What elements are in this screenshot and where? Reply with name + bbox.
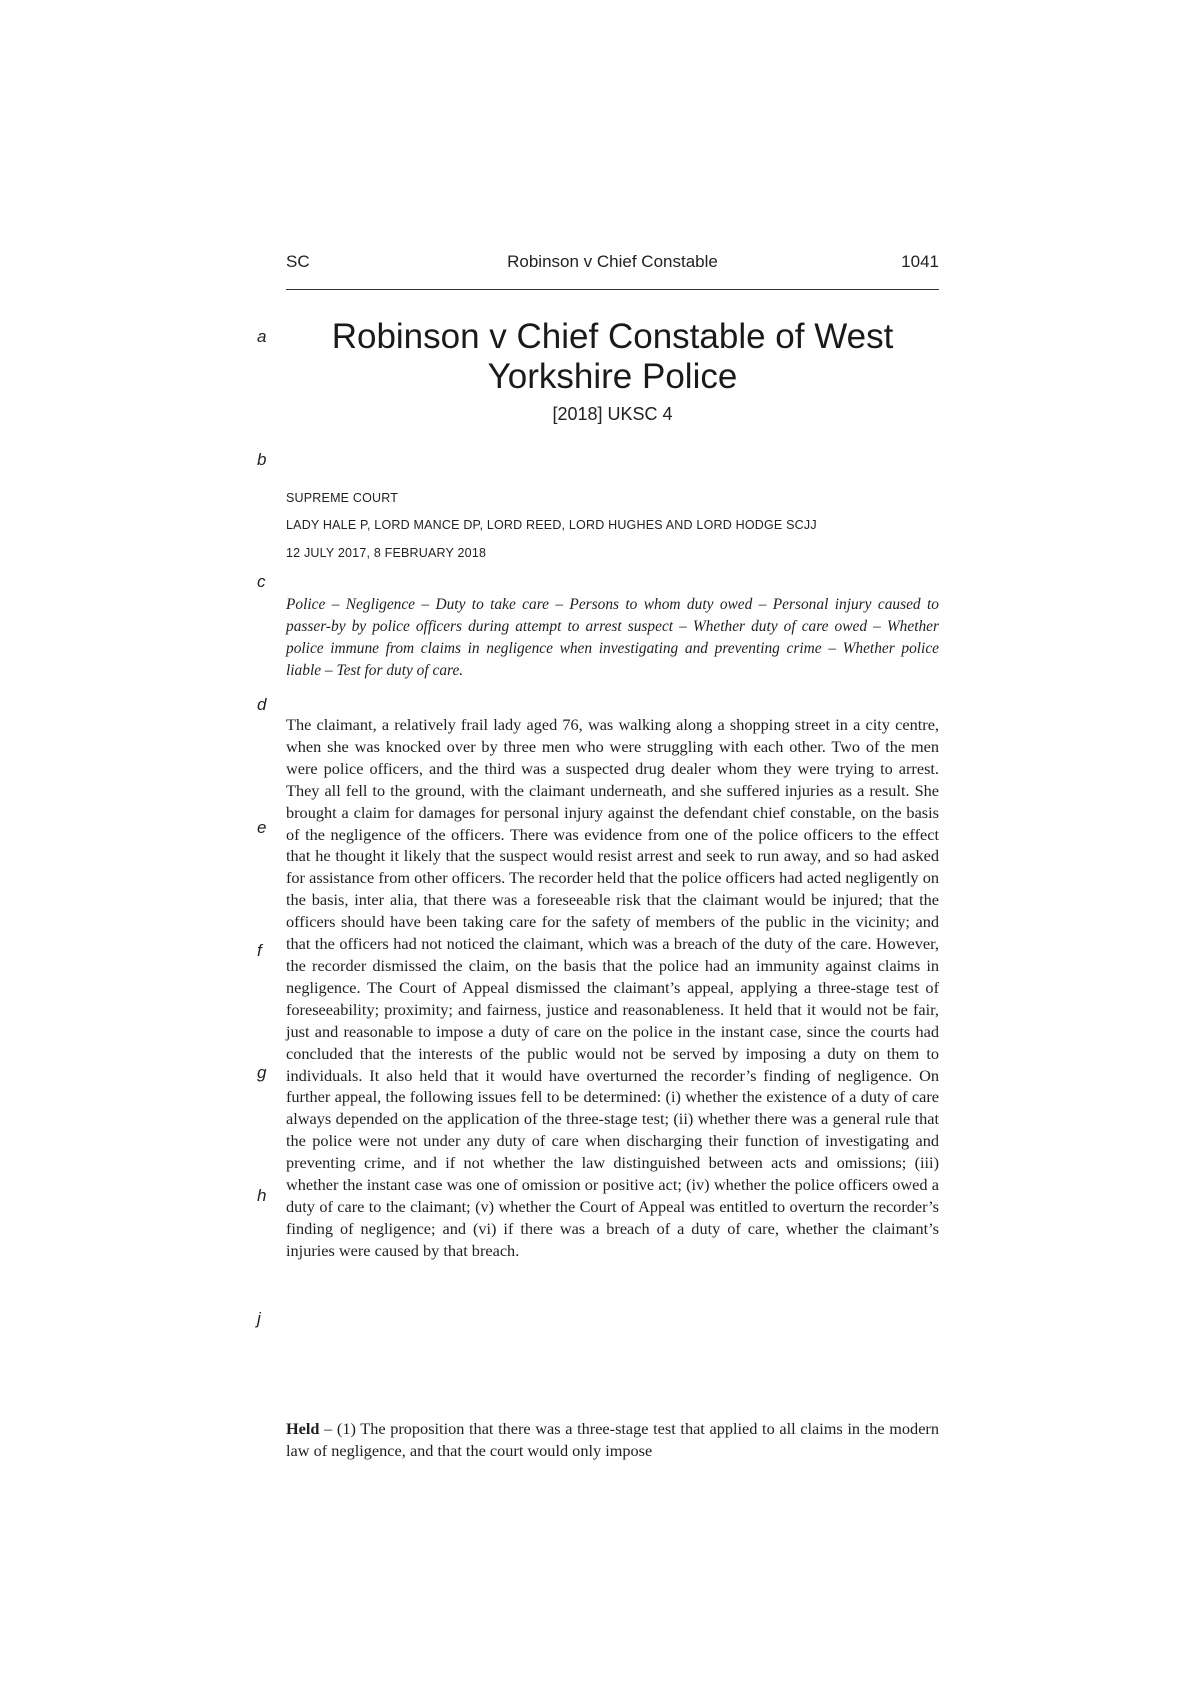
judges: LADY HALE P, LORD MANCE DP, LORD REED, LORD HUGHES AND LORD HODGE SCJJ	[286, 518, 817, 532]
margin-letter-j: j	[257, 1309, 261, 1328]
catchwords: Police – Negligence – Duty to take care – Persons to whom duty owed – Personal injury caused to passer-by by police officers during attempt to arrest suspect – Whether duty of care owed – Whether police immune from claims in negligence when investigating and preventing crime – Whether police liable – Test for duty of care.	[286, 596, 939, 679]
margin-letter-f: f	[257, 941, 262, 960]
margin-letter-g: g	[257, 1063, 267, 1082]
header-rule	[286, 289, 939, 290]
held-text: – (1) The proposition that there was a three-stage test that applied to all claims in the modern law of negligence, and that the court would only impose	[286, 1419, 939, 1460]
running-head-title: Robinson v Chief Constable	[507, 252, 718, 271]
margin-letter-d: d	[257, 695, 267, 714]
case-title-line-2: Yorkshire Police	[487, 357, 738, 396]
court-name: SUPREME COURT	[286, 491, 399, 505]
neutral-citation: [2018] UKSC 4	[552, 404, 673, 424]
margin-letter-c: c	[257, 572, 266, 591]
headnote: The claimant, a relatively frail lady aged 76, was walking along a shopping street in a city centre, when she was knocked over by three men who were struggling with each other. Two of the men were police officers, and the third was a suspected drug dealer whom they were trying to arrest. They all fell to the ground, with the claimant underneath, and she suffered injuries as a result. She brought a claim for damages for personal injury against the defendant chief constable, on the basis of the negligence of the officers. There was evidence from one of the police officers to the effect that he thought it likely that the suspect would resist arrest and seek to run away, and so had asked for assistance from other officers. The recorder held that the police officers had acted negligently on the basis, inter alia, that there was a foreseeable risk that the claimant would be injured; that the officers should have been taking care for the safety of members of the public in the vicinity; and that the officers had not noticed the claimant, which was a breach of the duty of the care. However, the recorder dismissed the claim, on the basis that the police had an immunity against claims in negligence. The Court of Appeal dismissed the claimant’s appeal, applying a three-stage test of foreseeability; proximity; and fairness, justice and reasonableness. It held that it would not be fair, just and reasonable to impose a duty of care on the police in the instant case, since the courts had concluded that the interests of the public would not be served by imposing a duty on them to individuals. It also held that it would have overturned the recorder’s finding of negligence. On further appeal, the following issues fell to be determined: (i) whether the existence of a duty of care always depended on the application of the three-stage test; (ii) whether there was a general rule that the police were not under any duty of care when discharging their function of investigating and preventing crime, and if not whether the law distinguished between acts and omissions; (iii) whether the instant case was one of omission or positive act; (iv) whether the police officers owed a duty of care to the claimant; (v) whether the Court of Appeal was entitled to overturn the recorder’s finding of negligence; and (vi) if there was a breach of a duty of care, whether the claimant’s injuries were caused by that breach.	[286, 715, 939, 1260]
running-head-court: SC	[286, 252, 310, 271]
margin-letter-a: a	[257, 327, 267, 346]
hearing-dates: 12 JULY 2017, 8 FEBRUARY 2018	[286, 546, 487, 560]
case-title-line-1: Robinson v Chief Constable of West	[331, 317, 894, 356]
page-number: 1041	[901, 252, 939, 271]
held-label: Held	[286, 1419, 320, 1438]
running-head	[286, 252, 939, 278]
held-paragraph	[286, 1418, 939, 1462]
case-title	[286, 317, 939, 397]
margin-letter-b: b	[257, 450, 267, 469]
margin-letter-h: h	[257, 1186, 267, 1205]
margin-letter-e: e	[257, 818, 267, 837]
